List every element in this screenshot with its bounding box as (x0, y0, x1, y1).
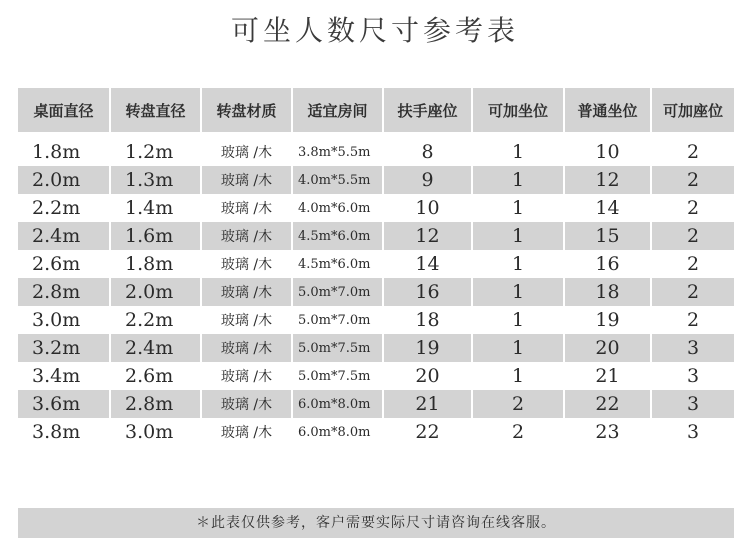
cell-table-diameter: 3.8m (32, 421, 81, 443)
cell-armrest-seats: 9 (382, 166, 471, 194)
cell-regular-seats: 18 (563, 278, 650, 306)
cell-material: 玻璃 /木 (200, 222, 291, 250)
cell-extra-seats-a: 2 (471, 390, 563, 418)
cell-regular-seats: 22 (563, 390, 650, 418)
cell-material: 玻璃 /木 (200, 334, 291, 362)
cell-extra-seats-a: 1 (471, 222, 563, 250)
table-row (18, 418, 734, 446)
cell-regular-seats: 12 (563, 166, 650, 194)
cell-extra-seats-b: 3 (650, 418, 734, 446)
cell-extra-seats-a: 1 (471, 166, 563, 194)
cell-turntable-diameter: 1.6m (109, 222, 200, 250)
cell-extra-seats-b: 3 (650, 334, 734, 362)
table-row (18, 362, 734, 390)
header-armrest-seats: 扶手座位 (382, 88, 471, 132)
cell-regular-seats: 19 (563, 306, 650, 334)
table-row (18, 166, 734, 194)
header-table-diameter: 桌面直径 (18, 88, 109, 132)
cell-armrest-seats: 16 (382, 278, 471, 306)
cell-room: 3.8m*5.5m (291, 138, 382, 166)
cell-material: 玻璃 /木 (200, 278, 291, 306)
cell-material: 玻璃 /木 (200, 362, 291, 390)
cell-turntable-diameter: 1.8m (109, 250, 200, 278)
cell-turntable-diameter: 1.3m (109, 166, 200, 194)
cell-armrest-seats: 10 (382, 194, 471, 222)
cell-turntable-diameter: 2.6m (109, 362, 200, 390)
cell-table-diameter: 1.8m (32, 141, 81, 163)
cell-extra-seats-a: 1 (471, 194, 563, 222)
cell-turntable-diameter: 2.2m (109, 306, 200, 334)
cell-room: 5.0m*7.5m (291, 334, 382, 362)
cell-table-diameter: 2.4m (18, 222, 109, 250)
cell-material: 玻璃 /木 (200, 138, 291, 166)
cell-material: 玻璃 /木 (200, 390, 291, 418)
cell-turntable-diameter: 2.4m (109, 334, 200, 362)
header-extra-seats-b: 可加座位 (650, 88, 734, 132)
cell-extra-seats-b: 2 (650, 222, 734, 250)
cell-turntable-diameter: 3.0m (109, 418, 200, 446)
cell-material: 玻璃 /木 (200, 306, 291, 334)
cell-table-diameter: 2.6m (32, 253, 81, 275)
cell-extra-seats-a: 1 (471, 334, 563, 362)
cell-extra-seats-b: 2 (650, 166, 734, 194)
cell-table-diameter: 2.0m (18, 166, 109, 194)
cell-armrest-seats: 19 (382, 334, 471, 362)
cell-extra-seats-b: 2 (650, 194, 734, 222)
cell-regular-seats: 14 (563, 194, 650, 222)
cell-regular-seats: 15 (563, 222, 650, 250)
cell-regular-seats: 21 (563, 362, 650, 390)
header-turntable-material: 转盘材质 (200, 88, 291, 132)
cell-turntable-diameter: 1.2m (109, 138, 200, 166)
cell-armrest-seats: 22 (382, 418, 471, 446)
cell-material: 玻璃 /木 (200, 166, 291, 194)
cell-extra-seats-a: 1 (471, 278, 563, 306)
cell-turntable-diameter: 1.4m (109, 194, 200, 222)
header-extra-seats-a: 可加坐位 (471, 88, 563, 132)
table-row (18, 278, 734, 306)
cell-extra-seats-b: 3 (650, 390, 734, 418)
cell-regular-seats: 16 (563, 250, 650, 278)
table-header-row (18, 88, 734, 132)
cell-table-diameter: 3.2m (18, 334, 109, 362)
cell-armrest-seats: 12 (382, 222, 471, 250)
cell-turntable-diameter: 2.8m (109, 390, 200, 418)
cell-extra-seats-b: 2 (650, 250, 734, 278)
cell-material: 玻璃 /木 (200, 250, 291, 278)
header-regular-seats: 普通坐位 (563, 88, 650, 132)
cell-material: 玻璃 /木 (200, 194, 291, 222)
cell-extra-seats-a: 1 (471, 250, 563, 278)
cell-extra-seats-b: 2 (650, 306, 734, 334)
table-row (18, 334, 734, 362)
cell-room: 5.0m*7.5m (291, 362, 382, 390)
cell-armrest-seats: 21 (382, 390, 471, 418)
table-row (18, 250, 734, 278)
cell-regular-seats: 10 (563, 138, 650, 166)
cell-armrest-seats: 14 (382, 250, 471, 278)
cell-room: 6.0m*8.0m (291, 390, 382, 418)
cell-table-diameter: 2.2m (32, 197, 81, 219)
cell-extra-seats-a: 1 (471, 306, 563, 334)
cell-room: 4.0m*5.5m (291, 166, 382, 194)
cell-armrest-seats: 18 (382, 306, 471, 334)
cell-room: 4.5m*6.0m (291, 222, 382, 250)
cell-armrest-seats: 8 (382, 138, 471, 166)
cell-material: 玻璃 /木 (200, 418, 291, 446)
cell-extra-seats-a: 2 (471, 418, 563, 446)
cell-extra-seats-b: 2 (650, 278, 734, 306)
cell-extra-seats-a: 1 (471, 362, 563, 390)
table-row (18, 390, 734, 418)
seating-size-table (18, 88, 734, 446)
seating-table-container (18, 88, 734, 446)
cell-armrest-seats: 20 (382, 362, 471, 390)
header-suitable-room: 适宜房间 (291, 88, 382, 132)
cell-room: 4.0m*6.0m (291, 194, 382, 222)
disclaimer-footnote: ＊此表仅供参考，客户需要实际尺寸请咨询在线客服。 (18, 508, 734, 538)
cell-room: 6.0m*8.0m (291, 418, 382, 446)
cell-table-diameter: 3.0m (32, 309, 81, 331)
cell-regular-seats: 20 (563, 334, 650, 362)
cell-table-diameter: 2.8m (18, 278, 109, 306)
cell-table-diameter: 3.4m (32, 365, 81, 387)
cell-room: 4.5m*6.0m (291, 250, 382, 278)
cell-extra-seats-b: 2 (650, 138, 734, 166)
table-row (18, 306, 734, 334)
cell-regular-seats: 23 (563, 418, 650, 446)
cell-room: 5.0m*7.0m (291, 278, 382, 306)
header-turntable-diameter: 转盘直径 (109, 88, 200, 132)
cell-table-diameter: 3.6m (18, 390, 109, 418)
cell-turntable-diameter: 2.0m (109, 278, 200, 306)
table-row (18, 194, 734, 222)
page-title: 可坐人数尺寸参考表 (230, 14, 519, 47)
cell-extra-seats-b: 3 (650, 362, 734, 390)
table-row (18, 222, 734, 250)
table-row (18, 138, 734, 166)
cell-extra-seats-a: 1 (471, 138, 563, 166)
cell-room: 5.0m*7.0m (291, 306, 382, 334)
